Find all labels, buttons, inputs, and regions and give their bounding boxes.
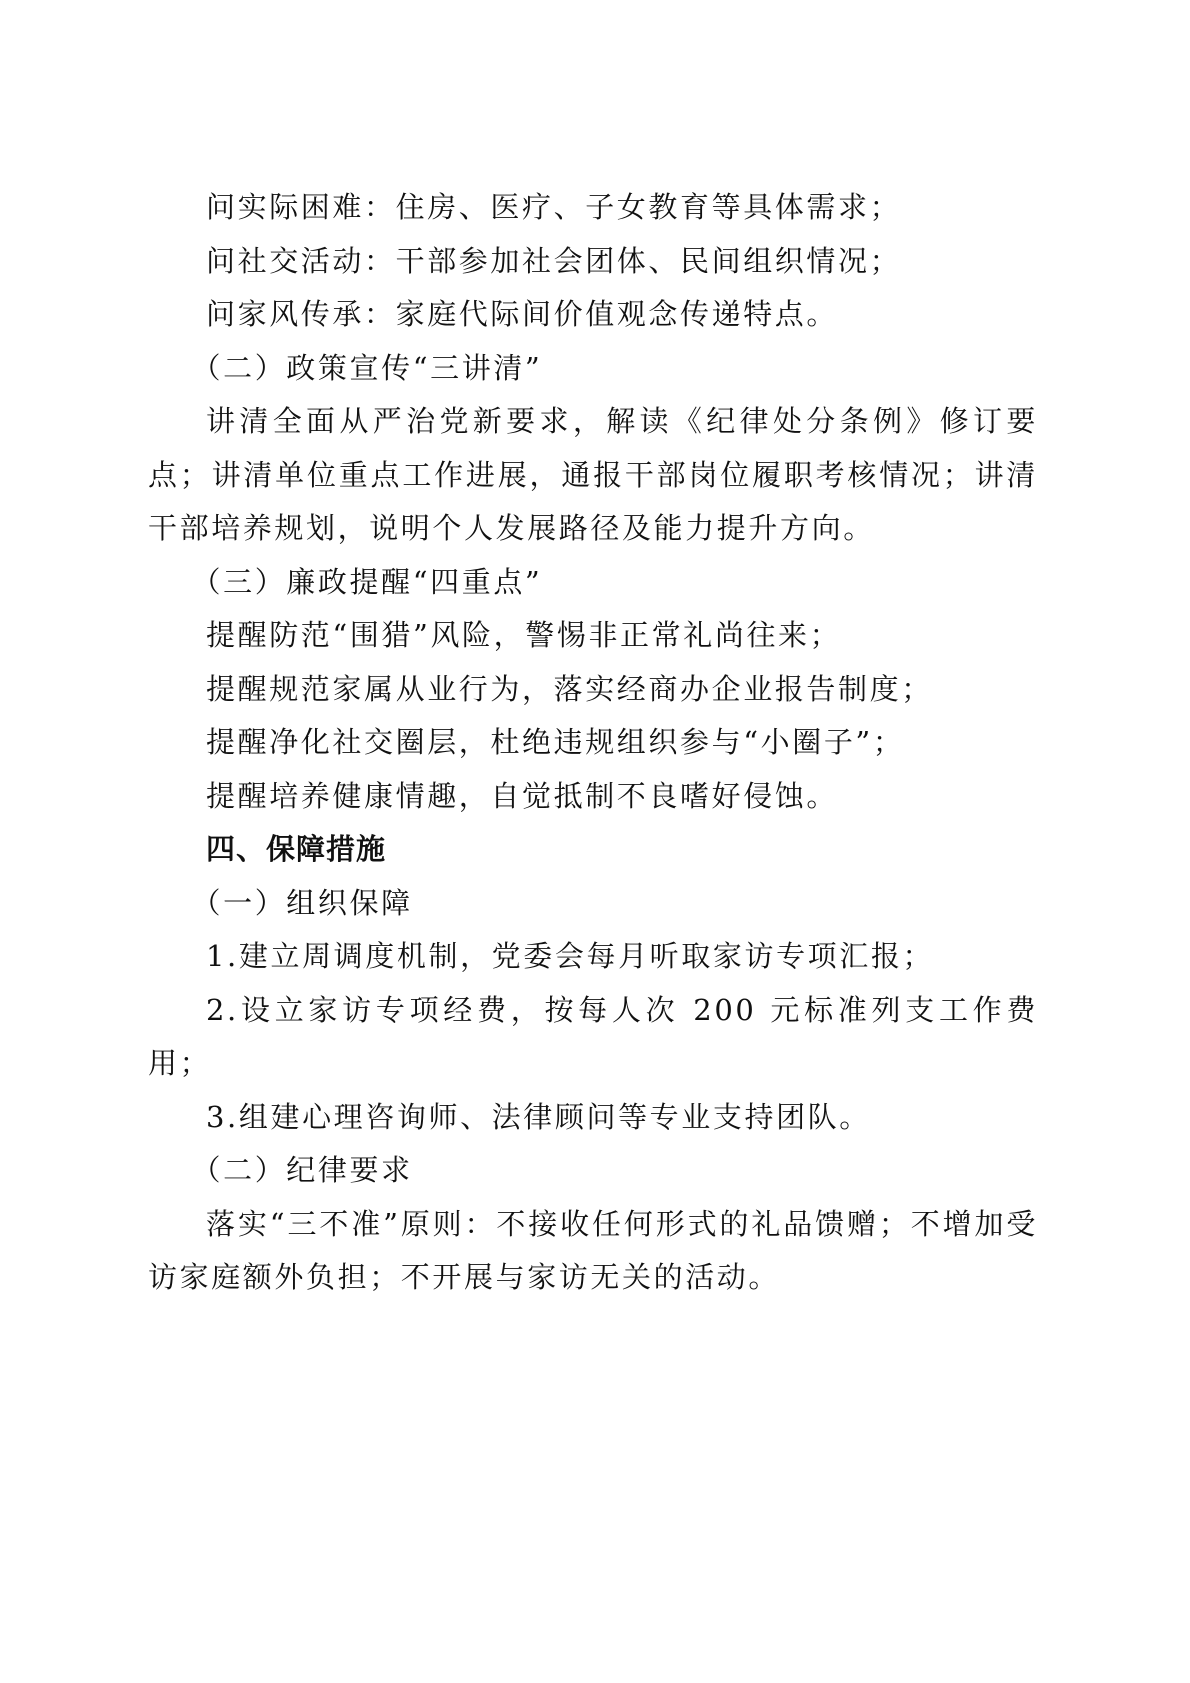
subheading-policy-publicity: （二）政策宣传“三讲清” — [191, 350, 543, 385]
paragraph-ask-social: 问社交活动：干部参加社会团体、民间组织情况； — [206, 243, 902, 278]
paragraph-three-prohibitions: 落实“三不准”原则：不接收任何形式的礼品馈赠；不增加受访家庭额外负担；不开展与家访无关的活动。 — [148, 1206, 1038, 1294]
paragraph-ask-family-style: 问家风传承：家庭代际间价值观念传递特点。 — [206, 297, 839, 331]
subheading-integrity-reminder: （三）廉政提醒“四重点” — [191, 564, 543, 599]
paragraph-ask-difficulties: 问实际困难：住房、医疗、子女教育等具体需求； — [206, 190, 902, 224]
list-item-special-funds: 2.设立家访专项经费，按每人次 200 元标准列支工作费用； — [148, 992, 1038, 1080]
paragraph-remind-hunting: 提醒防范“围猎”风险，警惕非正常礼尚往来； — [206, 618, 842, 652]
section-heading-safeguards: 四、保障措施 — [206, 832, 387, 866]
paragraph-remind-social-circle: 提醒净化社交圈层，杜绝违规组织参与“小圈子”； — [206, 725, 905, 759]
subheading-discipline-requirements: （二）纪律要求 — [191, 1153, 413, 1187]
paragraph-remind-healthy-interests: 提醒培养健康情趣，自觉抵制不良嗜好侵蚀。 — [206, 778, 839, 813]
subheading-organizational-guarantee: （一）组织保障 — [191, 885, 413, 920]
paragraph-remind-family-business: 提醒规范家属从业行为，落实经商办企业报告制度； — [206, 671, 933, 706]
paragraph-explain-clearly: 讲清全面从严治党新要求，解读《纪律处分条例》修订要点；讲清单位重点工作进展，通报干部岗位履职考核情况；讲清干部培养规划，说明个人发展路径及能力提升方向。 — [148, 404, 1038, 545]
document-body — [148, 181, 1038, 1305]
list-item-support-team: 3.组建心理咨询师、法律顾问等专业支持团队。 — [206, 1099, 871, 1134]
list-item-weekly-dispatch: 1.建立周调度机制，党委会每月听取家访专项汇报； — [206, 939, 935, 973]
